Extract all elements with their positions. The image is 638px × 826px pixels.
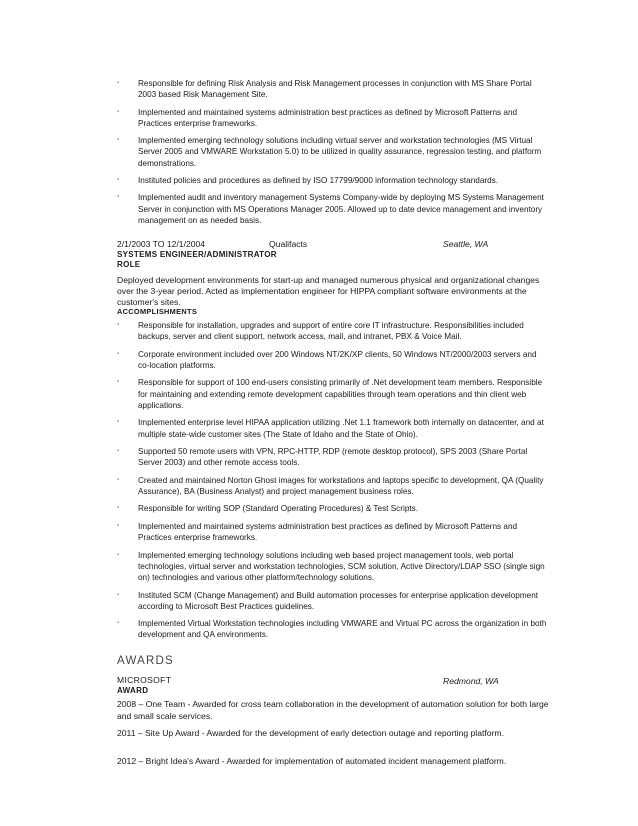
job-company: Qualifacts	[269, 239, 308, 249]
list-item: ▪ Implemented and maintained systems administration best practices as defined by Microsoft Patterns and Practices enterprise frameworks.	[117, 521, 549, 543]
award-item: 2012 – Bright Idea's Award - Awarded for implementation of automated incident management platform.	[117, 756, 507, 766]
award-location: Redmond, WA	[443, 676, 499, 686]
list-item: ▪ Instituted policies and procedures as defined by ISO 17799/9000 information technology standards.	[117, 175, 549, 186]
accomplishments-bullet-list	[117, 320, 549, 647]
list-item: ▪ Implemented enterprise level HIPAA application utilizing .Net 1.1 framework both internally on datacenter, and at multiple state-wide customer sites (The State of Idaho and the State of Ohio).	[117, 417, 549, 439]
list-item: ▪ Responsible for defining Risk Analysis and Risk Management processes in conjunction with MS Share Portal 2003 based Risk Management Site.	[117, 78, 549, 100]
award-item: 2008 – One Team - Awarded for cross team collaboration in the development of automation solution for both large and small scale services.	[117, 699, 549, 721]
list-item: ▪ Created and maintained Norton Ghost images for workstations and laptops specific to development, QA (Quality Assurance), BA (Business Analyst) and project management business roles.	[117, 475, 549, 497]
list-item: ▪ Responsible for support of 100 end-users consisting primarily of .Net development team members. Responsible for maintaining and extending remote development capabilities through team operations and thin client web applications.	[117, 377, 549, 411]
list-item: ▪ Supported 50 remote users with VPN, RPC-HTTP, RDP (remote desktop protocol), SPS 2003 (Share Portal Server 2003) and other remote access tools.	[117, 446, 549, 468]
list-item: ▪ Responsible for installation, upgrades and support of entire core IT infrastructure. Responsibilities included backups, server and client support, network access, mail, and intranet, PBX & Voice Mail.	[117, 320, 549, 342]
job-role-title: SYSTEMS ENGINEER/ADMINISTRATOR	[117, 250, 277, 259]
list-item: ▪ Instituted SCM (Change Management) and Build automation processes for enterprise application development according to Microsoft Best Practices guidelines.	[117, 590, 549, 612]
list-item: ▪ Implemented audit and inventory management Systems Company-wide by deploying MS Systems Management Server in conjunction with MS Operations Manager 2005. Allowed up to date device management and inventory management on as needed basis.	[117, 192, 549, 226]
award-item: 2011 – Site Up Award - Awarded for the development of early detection outage and reporting platform.	[117, 728, 504, 738]
list-item: ▪ Responsible for writing SOP (Standard Operating Procedures) & Test Scripts.	[117, 503, 549, 514]
list-item: ▪ Corporate environment included over 200 Windows NT/2K/XP clients, 50 Windows NT/2000/2003 servers and co-location platforms.	[117, 349, 549, 371]
job-location: Seattle, WA	[443, 239, 489, 249]
awards-heading: AWARDS	[117, 655, 174, 667]
award-label: AWARD	[117, 686, 149, 695]
list-item: ▪ Implemented emerging technology solutions including virtual server and workstation technologies (MS Virtual Server 2005 and VMWARE Workstation 5.0) to be utilized in quality assurance, regression testing, and platform demonstrations.	[117, 135, 549, 169]
job-dates: 2/1/2003 TO 12/1/2004	[117, 239, 206, 249]
list-item: ▪ Implemented Virtual Workstation technologies including VMWARE and Virtual PC across the organization in both development and QA environments.	[117, 618, 549, 640]
job-role-label: ROLE	[117, 260, 141, 269]
list-item: ▪ Implemented and maintained systems administration best practices as defined by Microsoft Patterns and Practices enterprise frameworks.	[117, 107, 549, 129]
list-item: ▪ Implemented emerging technology solutions including web based project management tools, web portal technologies, virtual server and workstation technologies, SCM solution, Active Directory/LDAP SSO (single sign on) technologies and various other platform/technology solutions.	[117, 550, 549, 584]
award-company: MICROSOFT	[117, 675, 172, 685]
previous-job-bullet-list	[117, 78, 549, 232]
role-description: Deployed development environments for start-up and managed numerous physical and organizational changes over the 3-year period. Acted as implementation engineer for HIPPA compliant software environments at the customer's sites.	[117, 275, 540, 308]
accomplishments-heading: ACCOMPLISHMENTS	[117, 307, 198, 316]
